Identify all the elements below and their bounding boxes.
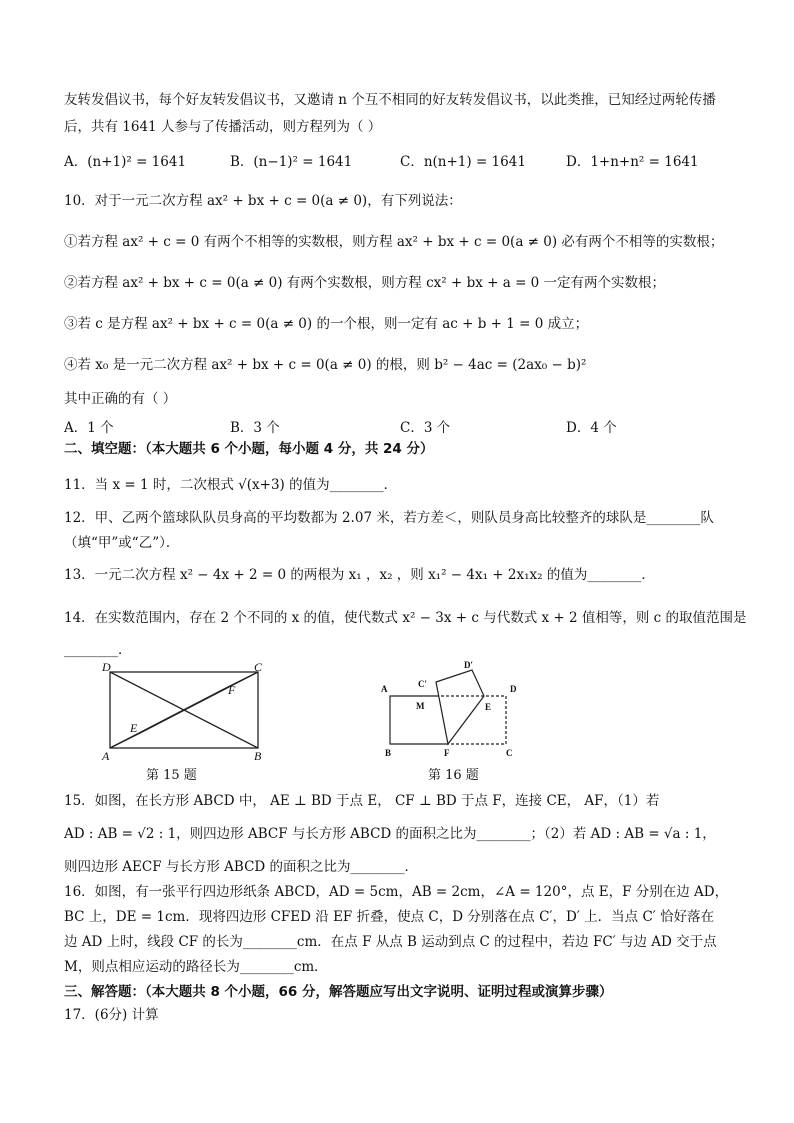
section-3-heading: 三、解答题：（本大题共 8 个小题，66 分，解答题应写出文字说明、证明过程或演算步骤）: [64, 984, 613, 1000]
q15-line-3: 则四边形 AECF 与长方形 ABCD 的面积之比为________．: [64, 859, 419, 875]
q9-option-d: D．1+n+n² = 1641: [566, 154, 699, 170]
section-2-heading: 二、填空题：（本大题共 6 个小题，每小题 4 分，共 24 分）: [64, 441, 434, 457]
q16-line-2: BC 上，DE = 1cm．现将四边形 CFED 沿 EF 折叠，使点 C，D 分别落在点 C′，D′ 上．当点 C′ 恰好落在: [64, 909, 715, 925]
q14-line-2: ________．: [64, 642, 132, 658]
q17: 17．(6分) 计算: [64, 1007, 159, 1023]
q15-line-1: 15．如图，在长方形 ABCD 中， AE ⊥ BD 于点 E， CF ⊥ BD 于点 F，连接 CE， AF，（1）若: [64, 793, 660, 809]
figure-15: [98, 660, 268, 764]
q12-line-2: （填“甲”或“乙”）．: [64, 535, 180, 551]
q10-statement-2: ②若方程 ax² + bx + c = 0(a ≠ 0) 有两个实数根，则方程 cx² + bx + a = 0 一定有两个实数根；: [64, 275, 666, 291]
fig15-label-a: A: [102, 749, 110, 763]
fig16-label-m: M: [416, 701, 425, 711]
q9-option-c: C．n(n+1) = 1641: [400, 154, 526, 170]
q10-option-a: A．1 个: [64, 420, 114, 436]
q13: 13．一元二次方程 x² − 4x + 2 = 0 的两根为 x₁ ，x₂ ，则 x₁² − 4x₁ + 2x₁x₂ 的值为________．: [64, 567, 655, 583]
q15-line-2: AD : AB = √2 : 1，则四边形 ABCF 与长方形 ABCD 的面积之比为________；（2）若 AD : AB = √a : 1，: [64, 826, 716, 842]
fig16-label-c-prime: C′: [418, 679, 428, 689]
q10-option-c: C．3 个: [400, 420, 451, 436]
q16-line-1: 16．如图，有一张平行四边形纸条 ABCD，AD = 5cm，AB = 2cm，∠A = 120°，点 E，F 分别在边 AD，: [64, 884, 729, 900]
q10-ask: 其中正确的有（ ）: [64, 391, 177, 407]
fig15-label-c: C: [254, 660, 263, 674]
figure-16: [378, 656, 538, 764]
fig16-folded-flap: [436, 670, 484, 744]
q9-option-a: A．(n+1)² = 1641: [64, 154, 187, 170]
q16-line-3: 边 AD 上时，线段 CF 的长为________cm．在点 F 从点 B 运动到点 C 的过程中，若边 FC′ 与边 AD 交于点: [64, 934, 717, 950]
q16-line-4: M，则点相应运动的路径长为________cm．: [64, 959, 328, 975]
q10-option-d: D．4 个: [566, 420, 617, 436]
fig15-label-f: F: [228, 683, 236, 697]
fig16-caption: 第 16 题: [428, 768, 479, 783]
fig15-label-e: E: [130, 721, 138, 735]
fig15-caption: 第 15 题: [146, 768, 197, 783]
fig15-label-b: B: [254, 749, 262, 763]
q9-option-b: B．(n−1)² = 1641: [230, 154, 353, 170]
q10-statement-3: ③若 c 是方程 ax² + bx + c = 0(a ≠ 0) 的一个根，则一定有 ac + b + 1 = 0 成立；: [64, 316, 589, 332]
fig16-label-f: F: [444, 748, 450, 758]
fig16-label-e: E: [485, 702, 492, 712]
q12-line-1: 12．甲、乙两个篮球队队员身高的平均数都为 2.07 米，若方差＜，则队员身高比较整齐的球队是________队: [64, 510, 714, 526]
q10-stem: 10．对于一元二次方程 ax² + bx + c = 0(a ≠ 0)，有下列说法：: [64, 193, 462, 209]
q10-statement-4: ④若 x₀ 是一元二次方程 ax² + bx + c = 0(a ≠ 0) 的根，则 b² − 4ac = (2ax₀ − b)²: [64, 357, 587, 373]
fig16-label-a: A: [381, 684, 388, 694]
fig16-label-b: B: [385, 748, 392, 758]
fig16-label-d: D: [510, 684, 517, 694]
fig15-label-d: D: [102, 660, 111, 674]
q10-statement-1: ①若方程 ax² + c = 0 有两个不相等的实数根，则方程 ax² + bx + c = 0(a ≠ 0) 必有两个不相等的实数根；: [64, 234, 724, 250]
q11: 11．当 x = 1 时，二次根式 √(x+3) 的值为________．: [64, 477, 398, 493]
q9-line-2: 后，共有 1641 人参与了传播活动，则方程列为（ ）: [64, 119, 382, 135]
fig16-label-c: C: [506, 748, 513, 758]
q14-line-1: 14．在实数范围内，存在 2 个不同的 x 的值，使代数式 x² − 3x + c 与代数式 x + 2 值相等，则 c 的取值范围是: [64, 610, 747, 626]
q10-option-b: B．3 个: [230, 420, 280, 436]
fig16-label-d-prime: D′: [464, 660, 474, 670]
q9-line-1: 友转发倡议书，每个好友转发倡议书，又邀请 n 个互不相同的好友转发倡议书，以此类推，已知经过两轮传播: [64, 92, 716, 108]
